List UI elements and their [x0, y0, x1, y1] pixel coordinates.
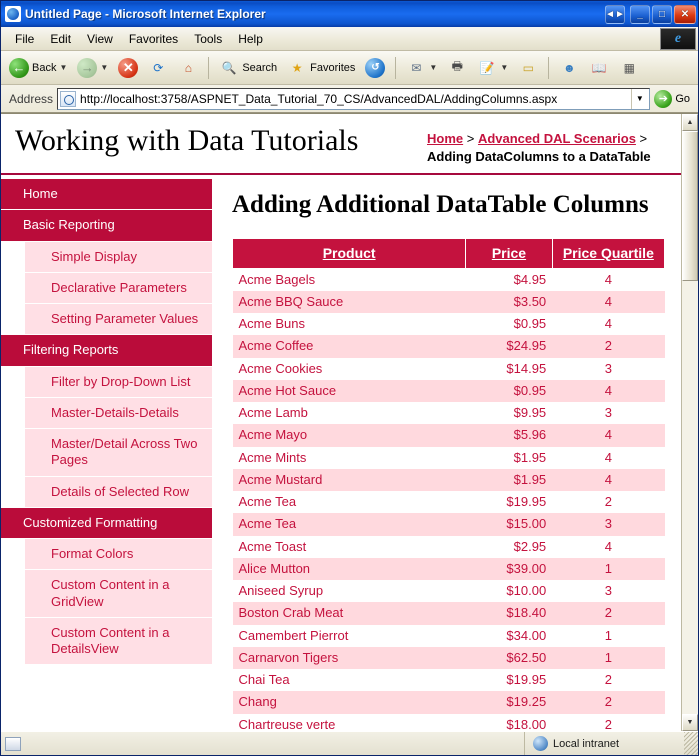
- cell-product: Acme Cookies: [233, 358, 466, 380]
- cell-product: Acme Hot Sauce: [233, 380, 466, 402]
- menu-edit[interactable]: Edit: [50, 31, 72, 46]
- cell-price: $15.00: [466, 513, 552, 535]
- cell-price: $2.95: [466, 536, 552, 558]
- status-left: [1, 737, 524, 751]
- home-button[interactable]: [174, 55, 202, 81]
- table-row: [233, 691, 665, 713]
- sidebar-item-customized-formatting[interactable]: Customized Formatting: [1, 508, 212, 539]
- home-icon: ⌂: [184, 60, 192, 75]
- breadcrumb-separator: >: [463, 131, 478, 146]
- status-bar: [1, 731, 698, 755]
- chevron-down-icon[interactable]: ▼: [59, 63, 68, 72]
- breadcrumb-current: Adding DataColumns to a DataTable: [427, 148, 651, 164]
- minimize-button[interactable]: _: [630, 5, 650, 24]
- encarta-button[interactable]: [615, 55, 643, 81]
- cell-quartile: 1: [552, 647, 664, 669]
- document-icon: [5, 737, 21, 751]
- page-body: [1, 175, 681, 731]
- cell-quartile: 1: [552, 625, 664, 647]
- window-title: Untitled Page - Microsoft Internet Explorer: [25, 7, 266, 21]
- sidebar-nav: [1, 175, 212, 731]
- cell-quartile: 2: [552, 335, 664, 357]
- cell-price: $0.95: [466, 313, 552, 335]
- window-icon: [5, 6, 21, 22]
- cell-quartile: 4: [552, 469, 664, 491]
- forward-button[interactable]: [73, 55, 112, 81]
- cell-price: $62.50: [466, 647, 552, 669]
- cell-price: $4.95: [466, 268, 552, 291]
- page-favicon-icon: [60, 91, 76, 107]
- table-row: [233, 491, 665, 513]
- sidebar-item-basic-reporting[interactable]: Basic Reporting: [1, 210, 212, 241]
- address-input[interactable]: [57, 88, 650, 110]
- go-arrow-icon: ➔: [654, 90, 672, 108]
- research-icon: 📖: [591, 60, 607, 75]
- cell-quartile: 2: [552, 714, 664, 731]
- table-row: [233, 380, 665, 402]
- sidebar-item-setting-parameter-values[interactable]: Setting Parameter Values: [25, 304, 212, 335]
- edit-page-icon: 📝: [479, 60, 495, 75]
- discuss-icon: ▭: [522, 60, 534, 75]
- search-icon: 🔍: [221, 60, 237, 75]
- window-controls: [605, 5, 696, 24]
- go-button[interactable]: ➔ Go: [654, 90, 694, 108]
- table-header-row: [233, 238, 665, 268]
- table-row: [233, 358, 665, 380]
- cell-quartile: 4: [552, 268, 664, 291]
- menu-help[interactable]: Help: [238, 31, 263, 46]
- printer-icon: 🖶: [451, 59, 463, 73]
- ie-logo-icon: e: [660, 28, 696, 50]
- menu-view[interactable]: View: [87, 31, 113, 46]
- cell-product: Alice Mutton: [233, 558, 466, 580]
- sidebar-item-details-of-selected-row[interactable]: Details of Selected Row: [25, 477, 212, 508]
- cell-quartile: 3: [552, 358, 664, 380]
- cell-quartile: 3: [552, 580, 664, 602]
- breadcrumb-link-home[interactable]: Home: [427, 131, 464, 146]
- cell-product: Acme Mayo: [233, 424, 466, 446]
- table-row: [233, 647, 665, 669]
- sidebar-item-filter-by-drop-down-list[interactable]: Filter by Drop-Down List: [25, 367, 212, 398]
- toolbar-separator: [548, 57, 549, 79]
- cell-product: Carnarvon Tigers: [233, 647, 466, 669]
- menu-file[interactable]: File: [15, 31, 35, 46]
- cell-quartile: 3: [552, 513, 664, 535]
- cell-quartile: 4: [552, 424, 664, 446]
- cell-product: Aniseed Syrup: [233, 580, 466, 602]
- sidebar-item-master-details-details[interactable]: Master-Details-Details: [25, 398, 212, 429]
- forward-arrow-icon: →: [77, 58, 97, 78]
- resize-grip[interactable]: [684, 732, 698, 755]
- cell-price: $19.25: [466, 691, 552, 713]
- table-row: [233, 558, 665, 580]
- menu-favorites[interactable]: Favorites: [128, 31, 179, 46]
- mail-icon: ✉: [411, 60, 422, 75]
- cell-price: $10.00: [466, 580, 552, 602]
- table-row: [233, 625, 665, 647]
- table-row: [233, 669, 665, 691]
- cell-quartile: 4: [552, 447, 664, 469]
- sidebar-item-simple-display[interactable]: Simple Display: [25, 242, 212, 273]
- toolbar-separator: [395, 57, 396, 79]
- table-row: [233, 313, 665, 335]
- cell-product: Boston Crab Meat: [233, 602, 466, 624]
- restore-group-button[interactable]: ◄►: [605, 5, 625, 24]
- cell-quartile: 2: [552, 669, 664, 691]
- messenger-button[interactable]: [555, 55, 583, 81]
- table-row: [233, 602, 665, 624]
- cell-product: Acme Lamb: [233, 402, 466, 424]
- products-table: [232, 238, 665, 731]
- edit-button[interactable]: [473, 55, 512, 81]
- table-body: [233, 268, 665, 731]
- breadcrumb-link-advanced-dal[interactable]: Advanced DAL Scenarios: [477, 131, 636, 146]
- table-row: [233, 402, 665, 424]
- table-row: [233, 335, 665, 357]
- breadcrumb: [427, 124, 667, 165]
- cell-product: Acme Mints: [233, 447, 466, 469]
- print-button[interactable]: [443, 55, 471, 81]
- sidebar-item-custom-content-detailsview[interactable]: Custom Content in a DetailsView: [25, 618, 212, 666]
- site-header: [1, 114, 681, 175]
- sidebar-item-declarative-parameters[interactable]: Declarative Parameters: [25, 273, 212, 304]
- messenger-icon: ☻: [562, 60, 576, 75]
- sidebar-item-filtering-reports[interactable]: Filtering Reports: [1, 335, 212, 366]
- menu-tools[interactable]: Tools: [194, 31, 223, 46]
- stop-button[interactable]: [114, 55, 142, 81]
- research-button[interactable]: [585, 55, 613, 81]
- security-zone[interactable]: [524, 732, 684, 755]
- column-header-price-quartile[interactable]: Price Quartile: [552, 238, 664, 268]
- maximize-button[interactable]: □: [652, 5, 672, 24]
- cell-product: Chang: [233, 691, 466, 713]
- cell-quartile: 4: [552, 380, 664, 402]
- scroll-down-icon[interactable]: ▼: [682, 714, 698, 731]
- tool-bar: [1, 51, 698, 85]
- history-button[interactable]: [361, 55, 389, 81]
- table-row: [233, 447, 665, 469]
- title-bar: [1, 1, 698, 27]
- stop-icon: ✕: [118, 58, 138, 78]
- cell-quartile: 2: [552, 602, 664, 624]
- cell-quartile: 3: [552, 402, 664, 424]
- cell-quartile: 2: [552, 491, 664, 513]
- scroll-up-icon[interactable]: ▲: [682, 114, 698, 131]
- table-row: [233, 268, 665, 291]
- cell-price: $0.95: [466, 380, 552, 402]
- cell-product: Chartreuse verte: [233, 714, 466, 731]
- cell-price: $1.95: [466, 447, 552, 469]
- web-page: [1, 114, 681, 731]
- column-header-product[interactable]: Product: [233, 238, 466, 268]
- cell-product: Acme Tea: [233, 491, 466, 513]
- cell-price: $18.40: [466, 602, 552, 624]
- star-icon: ★: [291, 60, 303, 75]
- menu-bar: [1, 27, 698, 51]
- breadcrumb-separator: >: [635, 131, 648, 146]
- discuss-button[interactable]: [514, 55, 542, 81]
- address-dropdown-icon[interactable]: ▼: [631, 89, 647, 109]
- cell-price: $14.95: [466, 358, 552, 380]
- cell-price: $18.00: [466, 714, 552, 731]
- cell-price: $3.50: [466, 291, 552, 313]
- refresh-icon: ⟳: [153, 60, 164, 75]
- cell-price: $39.00: [466, 558, 552, 580]
- table-row: [233, 291, 665, 313]
- content-heading: Adding Additional DataTable Columns: [232, 191, 649, 219]
- chevron-down-icon[interactable]: ▼: [500, 63, 509, 72]
- zone-label: Local intranet: [553, 737, 620, 750]
- cell-product: Acme BBQ Sauce: [233, 291, 466, 313]
- encarta-icon: ▦: [623, 60, 635, 75]
- sidebar-item-home[interactable]: Home: [1, 179, 212, 210]
- table-row: [233, 424, 665, 446]
- cell-product: Chai Tea: [233, 669, 466, 691]
- cell-quartile: 4: [552, 291, 664, 313]
- address-label: Address: [9, 91, 54, 106]
- history-icon: ↺: [365, 58, 385, 78]
- back-arrow-icon: ←: [9, 58, 29, 78]
- refresh-button[interactable]: [144, 55, 172, 81]
- address-bar: [1, 85, 698, 113]
- cell-product: Acme Buns: [233, 313, 466, 335]
- cell-product: Acme Bagels: [233, 268, 466, 291]
- cell-product: Acme Mustard: [233, 469, 466, 491]
- table-row: [233, 580, 665, 602]
- cell-product: Camembert Pierrot: [233, 625, 466, 647]
- cell-quartile: 4: [552, 313, 664, 335]
- cell-price: $24.95: [466, 335, 552, 357]
- cell-price: $34.00: [466, 625, 552, 647]
- scroll-thumb[interactable]: [682, 131, 698, 281]
- sidebar-item-format-colors[interactable]: Format Colors: [25, 539, 212, 570]
- table-row: [233, 536, 665, 558]
- cell-price: $5.96: [466, 424, 552, 446]
- mail-button[interactable]: [402, 55, 441, 81]
- cell-product: Acme Coffee: [233, 335, 466, 357]
- cell-quartile: 1: [552, 558, 664, 580]
- scroll-track[interactable]: [682, 131, 698, 714]
- table-row: [233, 714, 665, 731]
- chevron-down-icon[interactable]: ▼: [429, 63, 438, 72]
- sidebar-item-custom-content-gridview[interactable]: Custom Content in a GridView: [25, 570, 212, 618]
- cell-quartile: 4: [552, 536, 664, 558]
- search-button[interactable]: 🔍 Search: [215, 55, 281, 81]
- cell-product: Acme Tea: [233, 513, 466, 535]
- toolbar-separator: [208, 57, 209, 79]
- main-content: [212, 175, 681, 731]
- cell-quartile: 2: [552, 691, 664, 713]
- back-button[interactable]: ← Back ▼: [5, 55, 71, 81]
- table-row: [233, 469, 665, 491]
- cell-product: Acme Toast: [233, 536, 466, 558]
- close-button[interactable]: ✕: [674, 5, 696, 24]
- page-viewport: [1, 113, 698, 731]
- globe-icon: [533, 736, 548, 751]
- vertical-scrollbar[interactable]: [681, 114, 698, 731]
- page-title: Working with Data Tutorials: [15, 124, 359, 157]
- cell-price: $19.95: [466, 491, 552, 513]
- cell-price: $1.95: [466, 469, 552, 491]
- address-url-text: http://localhost:3758/ASPNET_Data_Tutorial_70_CS/AdvancedDAL/AddingColumns.aspx: [80, 91, 558, 106]
- sidebar-item-master-detail-across-two-pages[interactable]: Master/Detail Across Two Pages: [25, 429, 212, 477]
- cell-price: $19.95: [466, 669, 552, 691]
- table-row: [233, 513, 665, 535]
- column-header-price[interactable]: Price: [466, 238, 552, 268]
- cell-price: $9.95: [466, 402, 552, 424]
- favorites-button[interactable]: ★ Favorites: [283, 55, 359, 81]
- chevron-down-icon[interactable]: ▼: [100, 63, 109, 72]
